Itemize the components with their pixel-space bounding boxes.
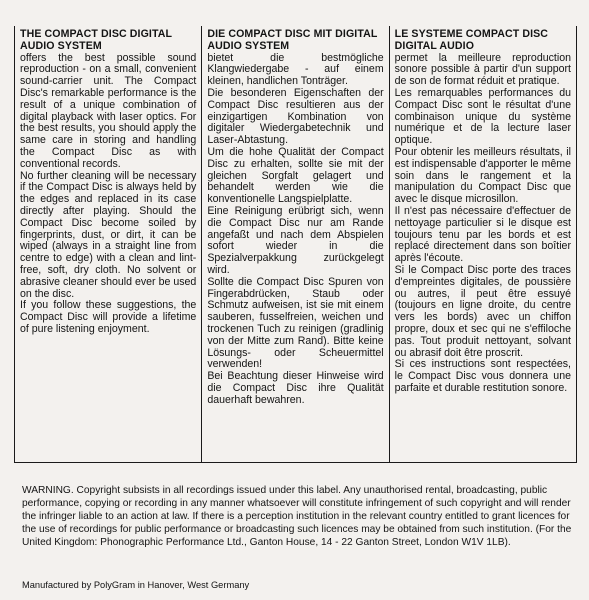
paragraph: bietet die bestmögliche Klangwiedergabe - auf einem kleinen, handlichen Tonträger. (207, 51, 384, 88)
column-body-french (395, 53, 571, 395)
column-french (389, 26, 576, 462)
column-english (15, 26, 201, 462)
column-title-german: DIE COMPACT DISC MIT DIGITAL AUDIO SYSTEM (207, 28, 378, 52)
paragraph: Die besonderen Eigenschaften der Compact Disc resultieren aus der einzigartigen Kombination von digitaler Wiedergabetechnik und Laser-Abtastung. (207, 86, 384, 147)
copyright-warning: WARNING. Copyright subsists in all recordings issued under this label. Any unauthorised rental, broadcasting, public performance, copying or recording in any manner whatsoever will constitute infringement of such copyright and will render the infringer liable to an action at law. If there is a perception institution in the relevant country entitled to grant licences for the use of recordings for public performance or broadcasting such licences may be obtained from such institution. (For the United Kingdom: Phonographic Performance Ltd., Ganton House, 14 - 22 Ganton Street, London W1V 1LB). (22, 485, 572, 549)
column-title-english: THE COMPACT DISC DIGITAL AUDIO SYSTEM (20, 28, 173, 52)
paragraph: No further cleaning will be necessary if the Compact Disc is always held by the edges and replaced in its case directly after playing. Should the Compact Disc become soiled by fingerprints, dust, or dirt, it can be wiped (always in a straight line from centre to edge) with a clean and lint-free, soft, dry cloth. No solvent or abrasive cleaner should ever be used on the disc. (20, 169, 197, 300)
paragraph: Les remarquables performances du Compact Disc sont le résultat d'une combinaison unique du système numérique et de la lecture laser optique. (394, 86, 571, 147)
paragraph: Il n'est pas nécessaire d'effectuer de nettoyage particulier si le disque est toujours tenu par les bords et est replacé directement dans son boîtier après l'écoute. (394, 204, 571, 265)
paragraph: Pour obtenir les meilleurs résultats, il est indispensable d'apporter le même soin dans le rangement et la manipulation du Compact Disc que avec le disque microsillon. (394, 145, 571, 206)
column-body-german (207, 53, 383, 407)
manufacturer-note: Manufactured by PolyGram in Hanover, West Germany (22, 580, 250, 590)
paragraph: Eine Reinigung erübrigt sich, wenn die Compact Disc nur am Rande angefaßt und nach dem Abspielen sofort wieder in die Spezialverpakkung zurückgelegt wird. (207, 204, 384, 276)
column-german (201, 26, 388, 462)
paragraph: If you follow these suggestions, the Compact Disc will provide a lifetime of pure listening enjoyment. (20, 299, 197, 335)
care-instructions-panel (14, 26, 577, 463)
paragraph: Bei Beachtung dieser Hinweise wird die Compact Disc ihre Qualität dauerhaft bewahren. (207, 370, 384, 406)
paragraph: Si ces instructions sont respectées, le Compact Disc vous donnera une parfaite et durable restitution sonore. (394, 358, 571, 394)
paragraph: Si le Compact Disc porte des traces d'empreintes digitales, de poussière ou autres, il peut être essuyé (toujours en ligne droite, du centre vers les bords) avec un chiffon propre, doux et sec qui ne s'effiloche pas. Tout produit nettoyant, solvant ou abrasif doit être proscrit. (394, 263, 571, 359)
paragraph: Um die hohe Qualität der Compact Disc zu erhalten, sollte sie mit der gleichen Sorgfalt gelagert und behandelt werden wie die konventionelle Langspielplatte. (207, 145, 384, 206)
paragraph: offers the best possible sound reproduction - on a small, convenient sound-carrier unit. The Compact Disc's remarkable performance is the result of a unique combination of digital playback with laser optics. For the best results, you should apply the same care in storing and handling the Compact Disc as with conventional records. (20, 51, 197, 170)
paragraph: Sollte die Compact Disc Spuren von Fingerabdrücken, Staub oder Schmutz aufweisen, ist sie mit einem sauberen, fusselfreien, weichen und trockenen Tuch zu reinigen (gradlinig von der Mitte zum Rand). Bitte keine Lösungs- oder Scheuermittel verwenden! (207, 275, 384, 371)
column-body-english (20, 53, 196, 336)
column-title-french: LE SYSTEME COMPACT DISC DIGITAL AUDIO (394, 28, 549, 52)
paragraph: permet la meilleure reproduction sonore possible à partir d'un support de son de format réduit et pratique. (394, 51, 571, 88)
